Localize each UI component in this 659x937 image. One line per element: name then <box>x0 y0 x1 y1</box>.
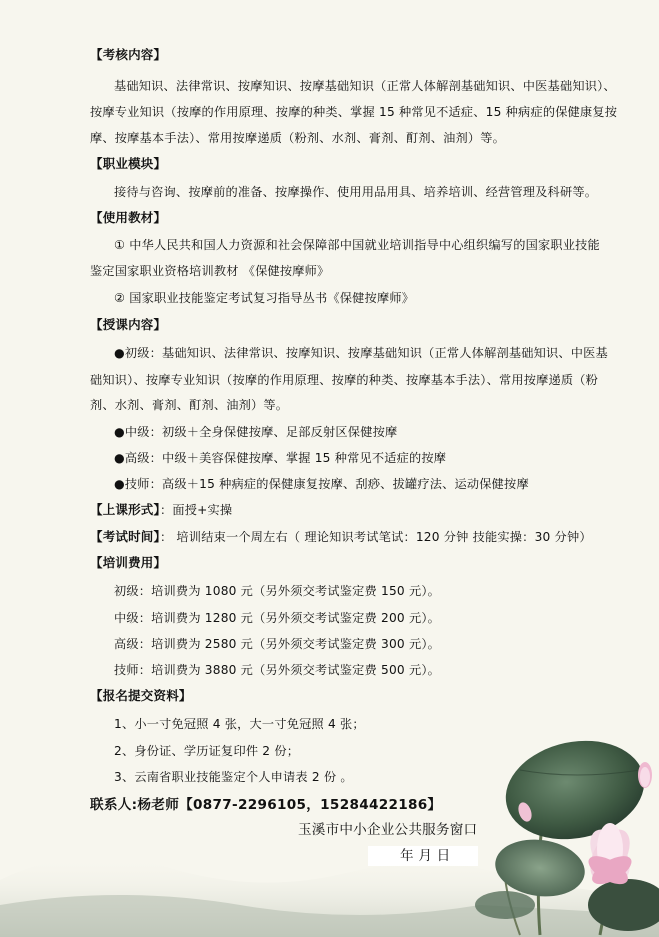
section-heading-exam-time: 【考试时间】 <box>90 529 160 544</box>
contact-line: 联系人:杨老师【0877-2296105，15284422186】 <box>90 797 442 813</box>
paragraph-line: 鉴定国家职业资格培训教材 《保健按摩师》 <box>90 264 330 278</box>
paragraph-line: 基础知识、法律常识、按摩知识、按摩基础知识（正常人体解剖基础知识、中医基础知识）、 <box>114 79 616 93</box>
paragraph-line: ① 中华人民共和国人力资源和社会保障部中国就业培训指导中心组织编写的国家职业技能 <box>114 238 600 252</box>
signature-org: 玉溪市中小企业公共服务窗口 <box>298 822 478 838</box>
section-heading-exam-content: 【考核内容】 <box>90 47 167 62</box>
fee-line: 高级：培训费为 2580 元（另外须交考试鉴定费 300 元）。 <box>114 637 441 651</box>
fee-line: 中级：培训费为 1280 元（另外须交考试鉴定费 200 元）。 <box>114 611 441 625</box>
signature-date: 年 月 日 <box>400 848 451 864</box>
format-row <box>90 502 232 518</box>
material-line: 3、云南省职业技能鉴定个人申请表 2 份 。 <box>114 770 353 784</box>
paragraph-line: 按摩专业知识（按摩的作用原理、按摩的种类、掌握 15 种常见不适症、15 种病症的保健康复按 <box>90 105 618 119</box>
material-line: 1、小一寸免冠照 4 张，大一寸免冠照 4 张； <box>114 717 365 731</box>
section-heading-format: 【上课形式】 <box>90 502 160 517</box>
section-heading-fees: 【培训费用】 <box>90 555 167 570</box>
fee-line: 技师：培训费为 3880 元（另外须交考试鉴定费 500 元）。 <box>114 663 441 677</box>
exam-time-value: ： 培训结束一个周左右（ 理论知识考试笔试：120 分钟 技能实操：30 分钟） <box>159 530 592 544</box>
section-heading-materials: 【报名提交资料】 <box>90 688 192 703</box>
format-value: ：面授+实操 <box>159 503 233 517</box>
paragraph-line: 剂、水剂、膏剂、酊剂、油剂）等。 <box>90 398 289 412</box>
section-heading-modules: 【职业模块】 <box>90 156 167 171</box>
section-heading-textbooks: 【使用教材】 <box>90 210 167 225</box>
material-line: 2、身份证、学历证复印件 2 份； <box>114 744 300 758</box>
section-heading-teaching: 【授课内容】 <box>90 317 167 332</box>
paragraph-line: ② 国家职业技能鉴定考试复习指导丛书《保健按摩师》 <box>114 291 415 305</box>
paragraph-line: ●中级：初级＋全身保健按摩、足部反射区保健按摩 <box>114 425 398 439</box>
paragraph-line: 接待与咨询、按摩前的准备、按摩操作、使用用品用具、培养培训、经营管理及科研等。 <box>114 185 598 199</box>
fee-line: 初级：培训费为 1080 元（另外须交考试鉴定费 150 元）。 <box>114 584 441 598</box>
paragraph-line: 础知识）、按摩专业知识（按摩的作用原理、按摩的种类、按摩基本手法）、常用按摩递质（粉 <box>90 373 599 387</box>
paragraph-line: ●初级：基础知识、法律常识、按摩知识、按摩基础知识（正常人体解剖基础知识、中医基 <box>114 346 608 360</box>
paragraph-line: ●高级：中级＋美容保健按摩、掌握 15 种常见不适症的按摩 <box>114 451 447 465</box>
exam-time-row <box>90 529 592 545</box>
paragraph-line: ●技师：高级＋15 种病症的保健康复按摩、刮痧、拔罐疗法、运动保健按摩 <box>114 477 529 491</box>
paragraph-line: 摩、按摩基本手法）、常用按摩递质（粉剂、水剂、膏剂、酊剂、油剂）等。 <box>90 131 506 145</box>
